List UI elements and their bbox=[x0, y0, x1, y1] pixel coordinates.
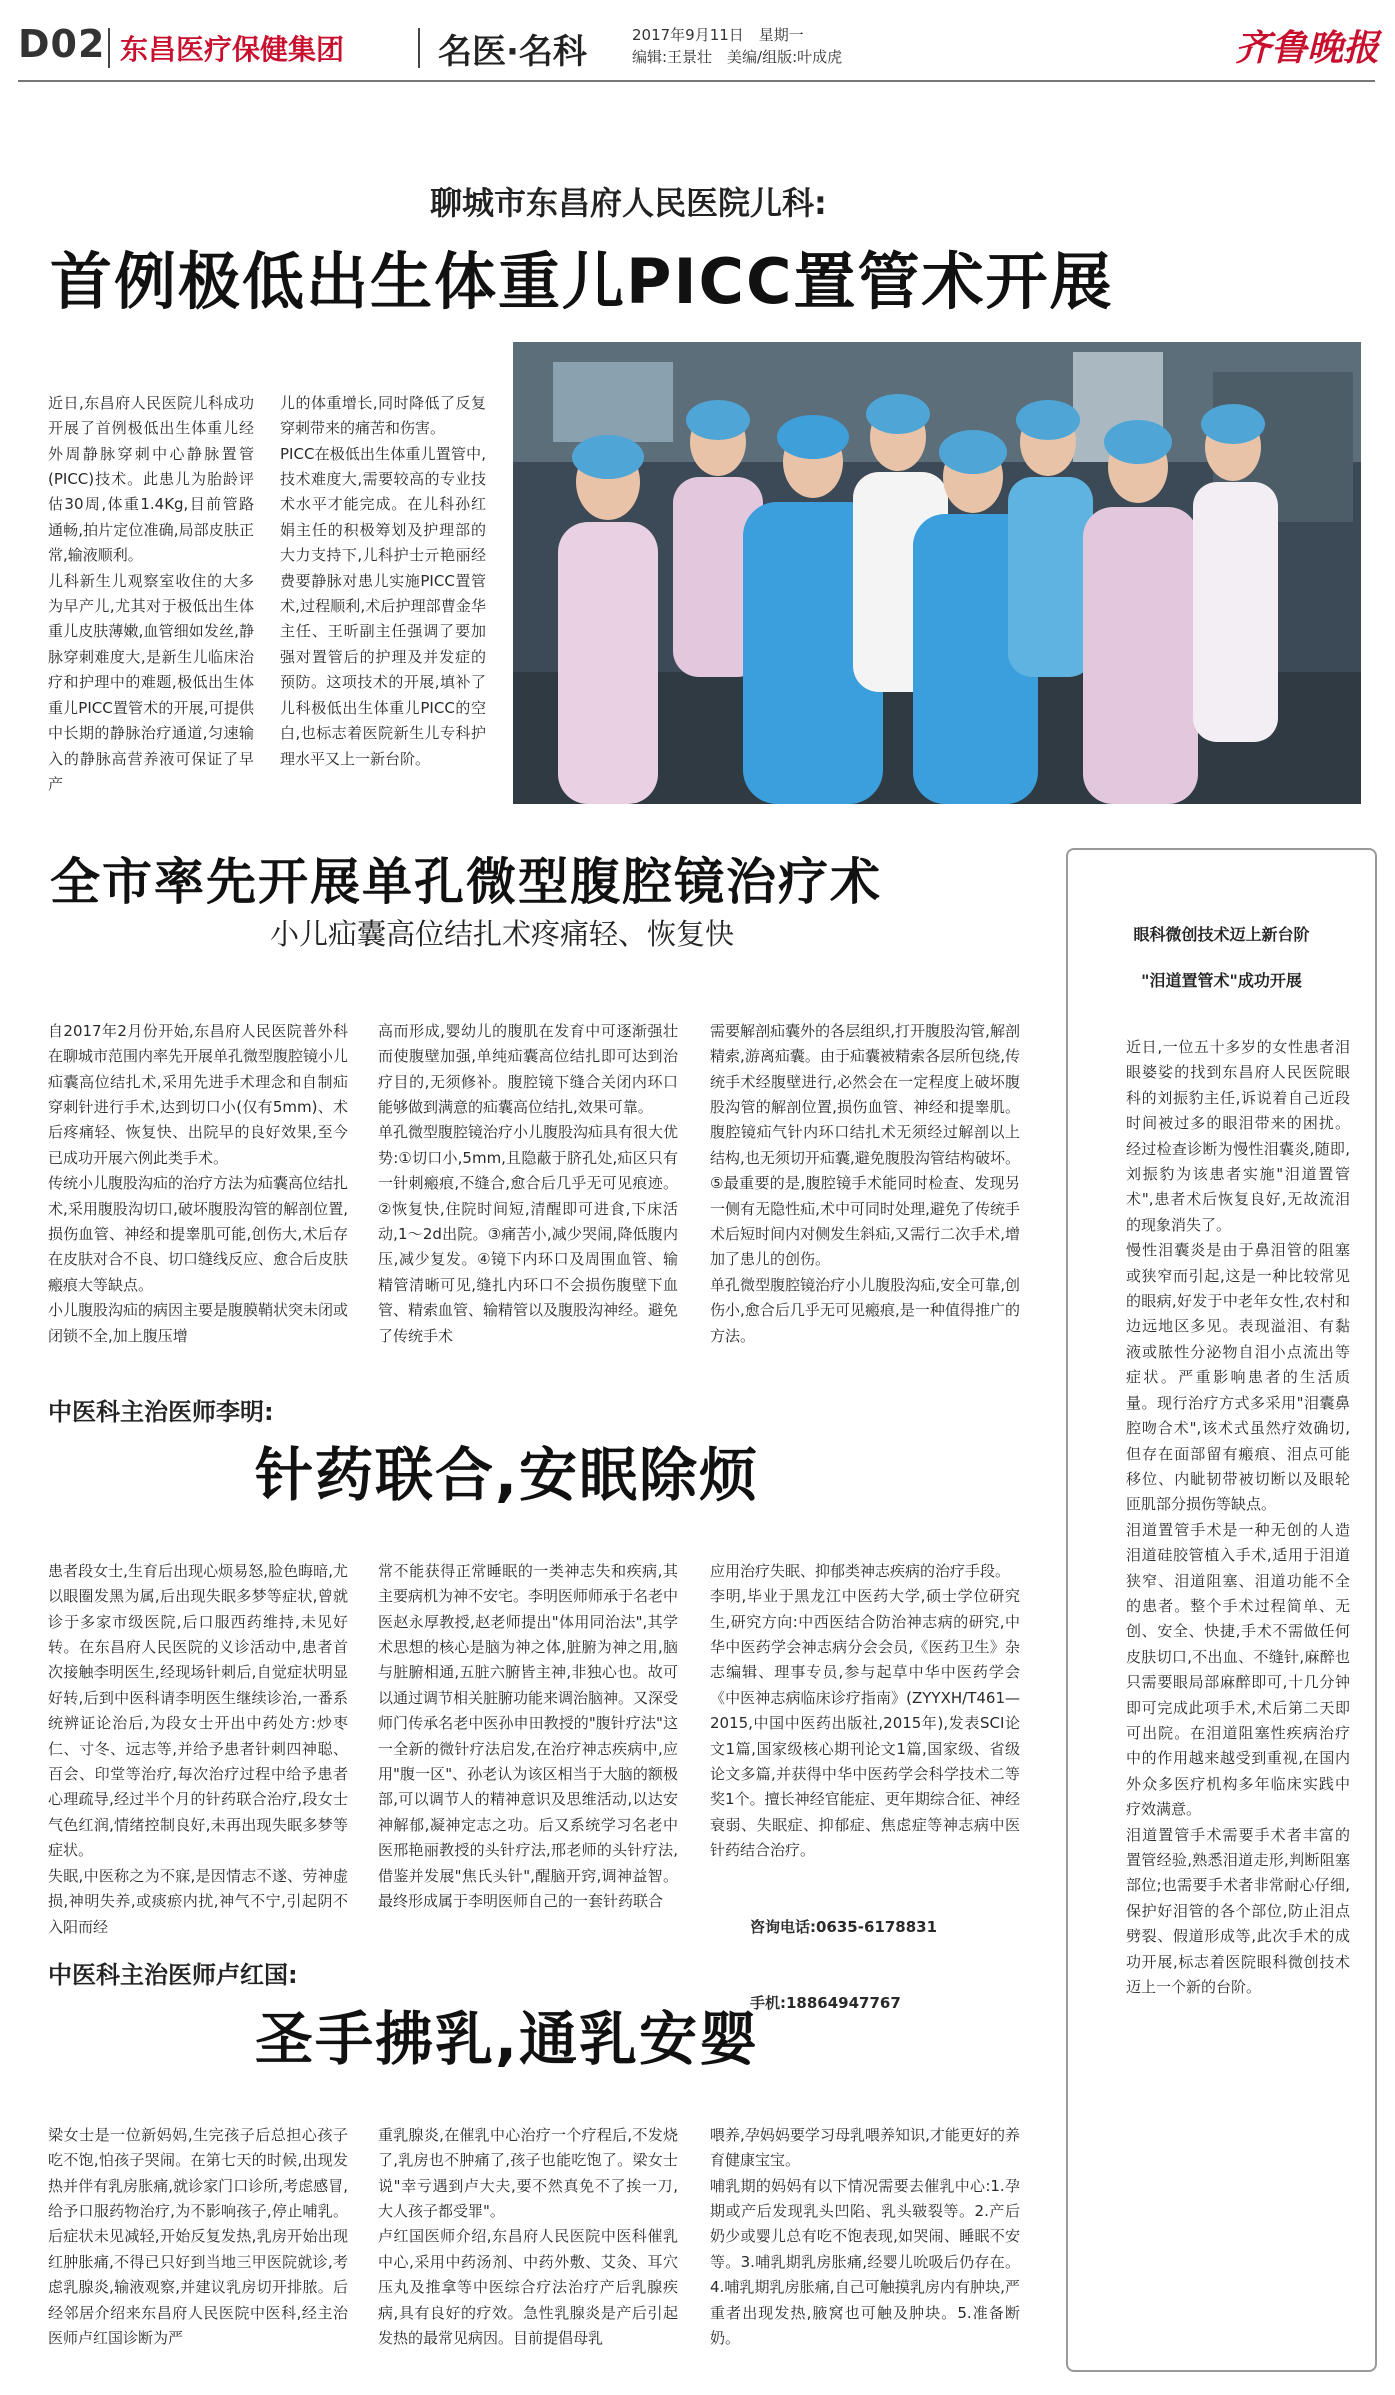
header-divider bbox=[418, 28, 420, 68]
sidebar-body: 近日,一位五十多岁的女性患者泪眼婆娑的找到东昌府人民医院眼科的刘振豹主任,诉说着自己近段时间被过多的眼泪带来的困扰。经过检查诊断为慢性泪囊炎,随即,刘振豹为该患者实施"泪道置管术",患者术后恢复良好,无故流泪的现象消失了。 慢性泪囊炎是由于鼻泪管的阻塞或狭窄而引起,这是一种比较常见的眼病,好发于中老年女性,农村和边远地区多见。表现溢泪、有黏液或脓性分泌物自泪小点流出等症状。严重影响患者的生活质量。现行治疗方式多采用"泪囊鼻腔吻合术",该术式虽然疗效确切,但存在面部留有瘢痕、泪点可能移位、内眦韧带被切断以及眼轮匝肌部分损伤等缺点。 泪道置管手术是一种无创的人造泪道硅胶管植入手术,适用于泪道狭窄、泪道阻塞、泪道功能不全的患者。整个手术过程简单、无创、安全、快捷,手术不需做任何皮肤切口,不出血、不缝针,麻醉也只需要眼局部麻醉即可,十几分钟即可完成此项手术,术后第二天即可出院。在泪道阻塞性疾病治疗中的作用越来越受到重视,在国内外众多医疗机构多年临床实践中疗效满意。 泪道置管手术需要手术者丰富的置管经验,熟悉泪道走形,判断阻塞部位;也需要手术者非常耐心仔细,保护好泪管的各个部位,防止泪点劈裂、假道形成等,此次手术的成功开展,标志着医院眼科微创技术迈上一个新的台阶。 bbox=[1126, 1038, 1350, 1997]
sidebar-title-line1: 眼科微创技术迈上新台阶 bbox=[1133, 925, 1310, 944]
article1-headline: 首例极低出生体重儿PICC置管术开展 bbox=[50, 245, 1114, 318]
article4-headline: 圣手拂乳,通乳安婴 bbox=[255, 2005, 760, 2073]
article3-col2-text: 常不能获得正常睡眠的一类神志失和疾病,其主要病机为神不安宅。李明医师师承于名老中医赵永厚教授,赵老师提出"体用同治法",其学术思想的核心是脑为神之体,脏腑为神之用,脑与脏腑相通,五脏六腑皆主神,非独心也。故可以通过调节相关脏腑功能来调治脑神。又深受师门传承名老中医孙申田教授的"腹针疗法"这一全新的微针疗法启发,在治疗神志疾病中,应用"腹一区"、孙老认为该区相当于大脑的额极部,可以调节人的精神意识及思维活动,以达安神解郁,凝神定志之功。后又系统学习名老中医邢艳丽教授的头针疗法,邢老师的头针疗法,借鉴并发展"焦氏头针",醒脑开窍,调神益智。最终形成属于李明医师自己的一套针药联合 bbox=[378, 1561, 679, 1911]
article4-col1 bbox=[48, 2072, 348, 2377]
article3-mobile: 手机:18864947767 bbox=[750, 1993, 901, 2012]
article3-col1 bbox=[48, 1508, 348, 1965]
article4-col3 bbox=[710, 2072, 1020, 2377]
article4-kicker: 中医科主治医师卢红国: bbox=[48, 1961, 298, 1989]
header-rule bbox=[18, 80, 1375, 82]
article1-kicker: 聊城市东昌府人民医院儿科: bbox=[430, 184, 827, 222]
page-number: D02 bbox=[18, 22, 106, 66]
article4-col1-text: 梁女士是一位新妈妈,生完孩子后总担心孩子吃不饱,怕孩子哭闹。在第七天的时候,出现发热并伴有乳房胀痛,就诊家门口诊所,考虑感冒,给予口服药物治疗,为不影响孩子,停止哺乳。后症状未见减轻,开始反复发热,乳房开始出现红肿胀痛,不得已只好到当地三甲医院就诊,考虑乳腺炎,输液观察,并建议乳房切开排脓。后经邻居介绍来东昌府人民医院中医科,经主治医师卢红国诊断为严 bbox=[48, 2125, 348, 2348]
article3-col2 bbox=[378, 1508, 678, 1940]
team-photo-illustration bbox=[513, 342, 1361, 804]
article3-col3-text: 应用治疗失眠、抑郁类神志疾病的治疗手段。 李明,毕业于黑龙江中医药大学,硕士学位研究生,研究方向:中西医结合防治神志病的研究,中华中医药学会神志病分会会员,《医药卫生》杂志编辑、理事专员,参与起草中华中医药学会《中医神志病临床诊疗指南》(ZYYXH/T461—2015,中国中医药出版社,2015年),发表SCI论文1篇,国家级核心期刊论文1篇,国家级、省级论文多篇,并获得中华中医药学会科学技术二等奖1个。擅长神经官能症、更年期综合征、神经衰弱、失眠症、抑郁症、焦虑症等神志病中医针药结合治疗。 bbox=[710, 1561, 1020, 1860]
header-divider bbox=[108, 28, 110, 68]
article2-subhead: 小儿疝囊高位结扎术疼痛轻、恢复快 bbox=[270, 917, 735, 951]
article3-col3 bbox=[710, 1508, 1020, 2042]
article3-headline: 针药联合,安眠除烦 bbox=[255, 1441, 760, 1509]
article2-col3 bbox=[710, 968, 1020, 1375]
sidebar-title-line2: "泪道置管术"成功开展 bbox=[1141, 971, 1302, 990]
article2-col2-text: 高而形成,婴幼儿的腹肌在发育中可逐渐强壮而使腹壁加强,单纯疝囊高位结扎即可达到治疗目的,无须修补。腹腔镜下缝合关闭内环口能够做到满意的疝囊高位结扎,效果可靠。 单孔微型腹腔镜治疗小儿腹股沟疝具有很大优势:①切口小,5mm,且隐蔽于脐孔处,疝区只有一针刺瘢痕,不缝合,愈合后几乎无可见痕迹。②恢复快,住院时间短,清醒即可进食,下床活动,1～2d出院。③痛苦小,减少哭闹,降低腹内压,减少复发。④镜下内环口及周围血管、输精管清晰可见,缝扎内环口不会损伤腹壁下血管、精索血管、输精管以及腹股沟神经。避免了传统手术 bbox=[378, 1021, 679, 1345]
article1-col1-text: 近日,东昌府人民医院儿科成功开展了首例极低出生体重儿经外周静脉穿刺中心静脉置管(PICC)技术。此患儿为胎龄评估30周,体重1.4Kg,目前管路通畅,拍片定位准确,局部皮肤正常,输液顺利。 儿科新生儿观察室收住的大多为早产儿,尤其对于极低出生体重儿皮肤薄嫩,血管细如发丝,静脉穿刺难度大,是新生儿临床治疗和护理中的难题,极低出生体重儿PICC置管术的开展,可提供中长期的静脉治疗通道,匀速输入的静脉高营养液可保证了早产 bbox=[48, 393, 254, 793]
article2-col1 bbox=[48, 968, 348, 1375]
issue-date: 2017年9月11日 星期一 bbox=[632, 26, 804, 44]
editor-credits: 编辑:王景壮 美编/组版:叶成虎 bbox=[632, 48, 843, 66]
newspaper-logo: 齐鲁晚报 bbox=[1235, 27, 1380, 69]
article2-col1-text: 自2017年2月份开始,东昌府人民医院普外科在聊城市范围内率先开展单孔微型腹腔镜小儿疝囊高位结扎术,采用先进手术理念和自制疝穿刺针进行手术,达到切口小(仅有5mm)、术后疼痛轻、恢复快、出院早的良好效果,至今已成功开展六例此类手术。 传统小儿腹股沟疝的治疗方法为疝囊高位结扎术,采用腹股沟切口,破坏腹股沟管的解剖位置,损伤血管、神经和提睾肌可能,创伤大,术后存在皮肤对合不良、切口缝线反应、愈合后皮肤瘢痕大等缺点。 小儿腹股沟疝的病因主要是腹膜鞘状突未闭或闭锁不全,加上腹压增 bbox=[48, 1021, 349, 1345]
section-title: 名医·名科 bbox=[438, 32, 587, 72]
group-name: 东昌医疗保健集团 bbox=[120, 33, 345, 66]
article1-col2-text: 儿的体重增长,同时降低了反复穿刺带来的痛苦和伤害。 PICC在极低出生体重儿置管中,技术难度大,需要较高的专业技术水平才能完成。在儿科孙红娟主任的积极筹划及护理部的大力支持下,儿科护士亓艳丽经费要静脉对患儿实施PICC置管术,过程顺利,术后护理部曹金华主任、王昕副主任强调了要加强对置管后的护理及并发症的预防。这项技术的开展,填补了儿科极低出生体重儿PICC的空白,也标志着医院新生儿专科护理水平又上一新台阶。 bbox=[280, 393, 486, 768]
article3-kicker: 中医科主治医师李明: bbox=[48, 1398, 274, 1426]
article4-col2-text: 重乳腺炎,在催乳中心治疗一个疗程后,不发烧了,乳房也不肿痛了,孩子也能吃饱了。梁女士说"幸亏遇到卢大夫,要不然真免不了挨一刀,大人孩子都受罪"。 卢红国医师介绍,东昌府人民医院中医科催乳中心,采用中药汤剂、中药外敷、艾灸、耳穴压丸及推拿等中医综合疗法治疗产后乳腺疾病,具有良好的疗效。急性乳腺炎是产后引起发热的最常见病因。目前提倡母乳 bbox=[378, 2125, 678, 2348]
article2-col3-text: 需要解剖疝囊外的各层组织,打开腹股沟管,解剖精索,游离疝囊。由于疝囊被精索各层所包绕,传统手术经腹壁进行,必然会在一定程度上破坏腹股沟管的解剖位置,损伤血管、神经和提睾肌。腹腔镜疝气针内环口结扎术无须经过解剖以上结构,也无须切开疝囊,避免腹股沟管结构破坏。⑤最重要的是,腹腔镜手术能同时检查、发现另一侧有无隐性疝,术中可同时处理,避免了传统手术后短时间内对侧发生斜疝,又需行二次手术,增加了患儿的创伤。 单孔微型腹腔镜治疗小儿腹股沟疝,安全可靠,创伤小,愈合后几乎无可见瘢痕,是一种值得推广的方法。 bbox=[710, 1021, 1020, 1345]
article3-col1-text: 患者段女士,生育后出现心烦易怒,脸色晦暗,尤以眼圈发黑为属,后出现失眠多梦等症状,曾就诊于多家市级医院,后口服西药维持,未见好转。在东昌府人民医院的义诊活动中,患者首次接触李明医生,经现场针刺后,自觉症状明显好转,后到中医科请李明医生继续诊治,一番系统辨证论治后,为段女士开出中药处方:炒枣仁、寸冬、远志等,并给予患者针刺四神聪、百会、印堂等治疗,每次治疗过程中给予患者心理疏导,经过半个月的针药联合治疗,段女士气色红润,情绪控制良好,未再出现失眠多梦等症状。 失眠,中医称之为不寐,是因情志不遂、劳神虚损,神明失养,或痰瘀内扰,神气不宁,引起阴不入阳而经 bbox=[48, 1561, 348, 1936]
medical-team-photo bbox=[513, 342, 1361, 804]
article1-col2 bbox=[280, 340, 486, 797]
article1-col1 bbox=[48, 340, 254, 823]
sidebar-box bbox=[1066, 848, 1377, 2372]
article4-col2 bbox=[378, 2072, 678, 2377]
article2-headline: 全市率先开展单孔微型腹腔镜治疗术 bbox=[50, 853, 882, 911]
article3-phone: 咨询电话:0635-6178831 bbox=[750, 1917, 938, 1936]
article2-col2 bbox=[378, 968, 678, 1375]
article4-col3-text: 喂养,孕妈妈要学习母乳喂养知识,才能更好的养育健康宝宝。 哺乳期的妈妈有以下情况需要去催乳中心:1.孕期或产后发现乳头凹陷、乳头皲裂等。2.产后奶少或婴儿总有吃不饱表现,如哭闹、睡眠不安等。3.哺乳期乳房胀痛,经婴儿吮吸后仍存在。4.哺乳期乳房胀痛,自己可触摸乳房内有肿块,严重者出现发热,腋窝也可触及肿块。5.准备断奶。 bbox=[710, 2125, 1020, 2348]
